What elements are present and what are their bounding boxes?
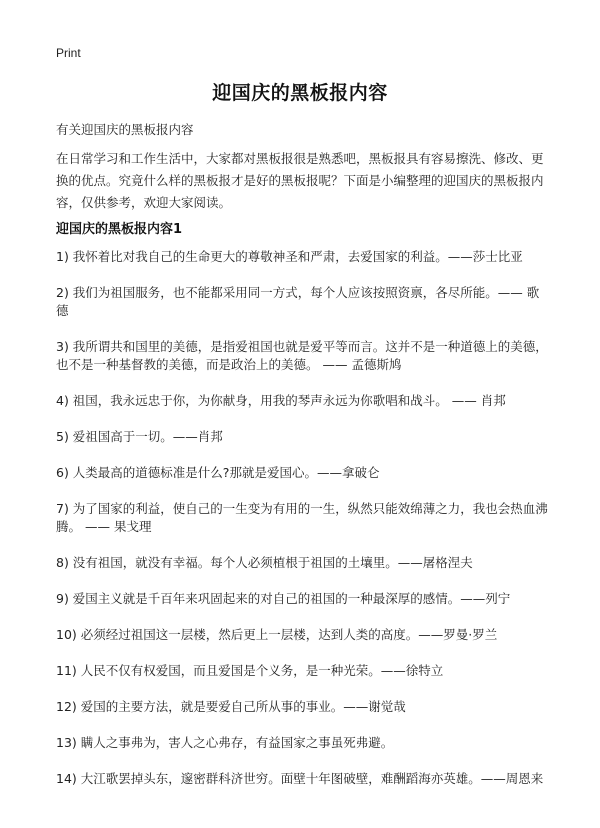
quote-item: 7) 为了国家的利益，使自己的一生变为有用的一生，纵然只能效绵薄之力，我也会热血沸腾。 —— 果戈理 [56,501,548,534]
print-label: Print [56,46,81,60]
page-title: 迎国庆的黑板报内容 [212,82,388,104]
quote-item: 4) 祖国，我永远忠于你，为你献身，用我的琴声永远为你歌唱和战斗。 —— 肖邦 [56,393,506,408]
section-heading: 迎国庆的黑板报内容1 [56,222,183,237]
quote-item: 12) 爱国的主要方法，就是要爱自己所从事的事业。——谢觉哉 [56,699,406,714]
quote-item: 5) 爱祖国高于一切。——肖邦 [56,429,223,444]
subtitle: 有关迎国庆的黑板报内容 [56,122,194,137]
quote-item: 9) 爱国主义就是千百年来巩固起来的对自己的祖国的一种最深厚的感情。——列宁 [56,591,511,606]
quote-item: 2) 我们为祖国服务，也不能都采用同一方式，每个人应该按照资禀，各尽所能。—— 歌德 [56,285,540,318]
quote-item: 11) 人民不仅有权爱国，而且爱国是个义务，是一种光荣。——徐特立 [56,663,444,678]
quote-item: 14) 大江歌罢掉头东，邃密群科济世穷。面壁十年图破壁，难酬蹈海亦英雄。——周恩来 [56,771,544,786]
quote-item: 10) 必须经过祖国这一层楼，然后更上一层楼，达到人类的高度。——罗曼·罗兰 [56,627,498,642]
quote-list [56,248,548,806]
quote-item: 3) 我所谓共和国里的美德，是指爱祖国也就是爱平等而言。这并不是一种道德上的美德，也不是一种基督教的美德，而是政治上的美德。 —— 孟德斯鸠 [56,339,548,372]
quote-item: 1) 我怀着比对我自己的生命更大的尊敬神圣和严肃，去爱国家的利益。——莎士比亚 [56,249,523,264]
quote-item: 13) 瞒人之事弗为，害人之心弗存，有益国家之事虽死弗避。 [56,735,394,750]
intro-paragraph: 在日常学习和工作生活中，大家都对黑板报很是熟悉吧，黑板报具有容易擦洗、修改、更换的优点。究竟什么样的黑板报才是好的黑板报呢？下面是小编整理的迎国庆的黑板报内容，仅供参考，欢迎大家阅读。 [56,151,544,210]
quote-item: 6) 人类最高的道德标准是什么?那就是爱国心。——拿破仑 [56,465,380,480]
quote-item: 8) 没有祖国，就没有幸福。每个人必须植根于祖国的土壤里。——屠格涅夫 [56,555,473,570]
